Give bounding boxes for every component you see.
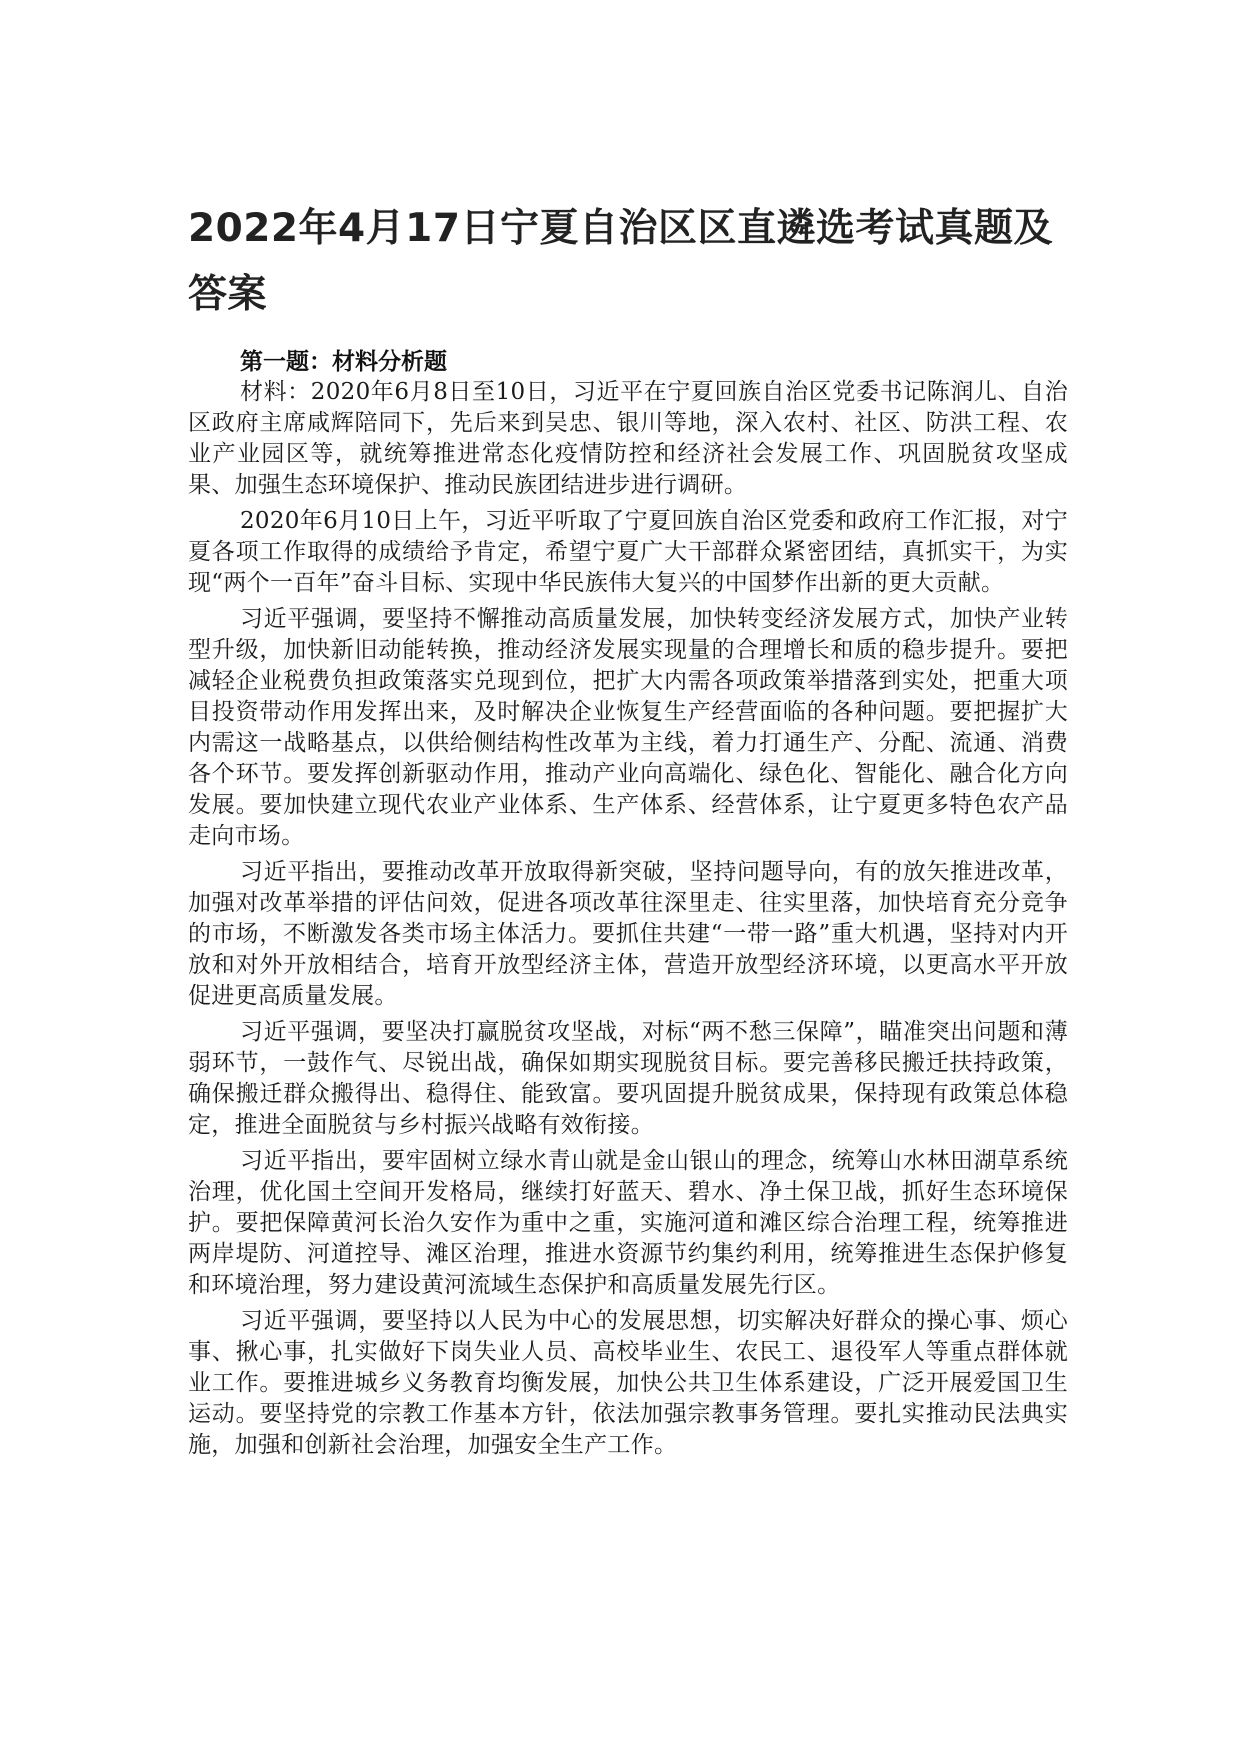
paragraph-poverty-alleviation: 习近平强调，要坚决打赢脱贫攻坚战，对标“两不愁三保障”，瞄准突出问题和薄弱环节，一鼓作气、尽锐出战，确保如期实现脱贫目标。要完善移民搬迁扶持政策，确保搬迁群众搬得出、稳得住、能致富。要巩固提升脱贫成果，保持现有政策总体稳定，推进全面脱贫与乡村振兴战略有效衔接。: [188, 1019, 1068, 1138]
document-title: 2022年4月17日宁夏自治区区直遴选考试真题及答案: [188, 206, 1053, 317]
paragraph-work-report: 2020年6月10日上午，习近平听取了宁夏回族自治区党委和政府工作汇报，对宁夏各项工作取得的成绩给予肯定，希望宁夏广大干部群众紧密团结，真抓实干，为实现“两个一百年”奋斗目标、实现中华民族伟大复兴的中国梦作出新的更大贡献。: [188, 508, 1068, 596]
paragraph-high-quality-development: 习近平强调，要坚持不懈推动高质量发展，加快转变经济发展方式，加快产业转型升级，加快新旧动能转换，推动经济发展实现量的合理增长和质的稳步提升。要把减轻企业税费负担政策落实兑现到位，把扩大内需各项政策举措落到实处，把重大项目投资带动作用发挥出来，及时解决企业恢复生产经营面临的各种问题。要把握扩大内需这一战略基点，以供给侧结构性改革为主线，着力打通生产、分配、流通、消费各个环节。要发挥创新驱动作用，推动产业向高端化、绿色化、智能化、融合化方向发展。要加快建立现代农业产业体系、生产体系、经营体系，让宁夏更多特色农产品走向市场。: [188, 606, 1068, 849]
document-page: [188, 196, 1068, 1466]
paragraph-people-centered: 习近平强调，要坚持以人民为中心的发展思想，切实解决好群众的操心事、烦心事、揪心事，扎实做好下岗失业人员、高校毕业生、农民工、退役军人等重点群体就业工作。要推进城乡义务教育均衡发展，加快公共卫生体系建设，广泛开展爱国卫生运动。要坚持党的宗教工作基本方针，依法加强宗教事务管理。要扎实推动民法典实施，加强和创新社会治理，加强安全生产工作。: [188, 1308, 1068, 1458]
paragraph-reform-opening: 习近平指出，要推动改革开放取得新突破，坚持问题导向，有的放矢推进改革，加强对改革举措的评估问效，促进各项改革往深里走、往实里落，加快培育充分竞争的市场，不断激发各类市场主体活力。要抓住共建“一带一路”重大机遇，坚持对内开放和对外开放相结合，培育开放型经济主体，营造开放型经济环境，以更高水平开放促进更高质量发展。: [188, 859, 1068, 1009]
paragraph-ecology: 习近平指出，要牢固树立绿水青山就是金山银山的理念，统筹山水林田湖草系统治理，优化国土空间开发格局，继续打好蓝天、碧水、净土保卫战，抓好生态环境保护。要把保障黄河长治久安作为重中之重，实施河道和滩区综合治理工程，统筹推进两岸堤防、河道控导、滩区治理，推进水资源节约集约利用，统筹推进生态保护修复和环境治理，努力建设黄河流域生态保护和高质量发展先行区。: [188, 1148, 1068, 1298]
section-heading: 第一题：材料分析题: [240, 348, 447, 375]
paragraph-material-intro: 材料：2020年6月8日至10日，习近平在宁夏回族自治区党委书记陈润儿、自治区政府主席咸辉陪同下，先后来到吴忠、银川等地，深入农村、社区、防洪工程、农业产业园区等，就统筹推进常态化疫情防控和经济社会发展工作、巩固脱贫攻坚成果、加强生态环境保护、推动民族团结进步进行调研。: [188, 379, 1068, 498]
